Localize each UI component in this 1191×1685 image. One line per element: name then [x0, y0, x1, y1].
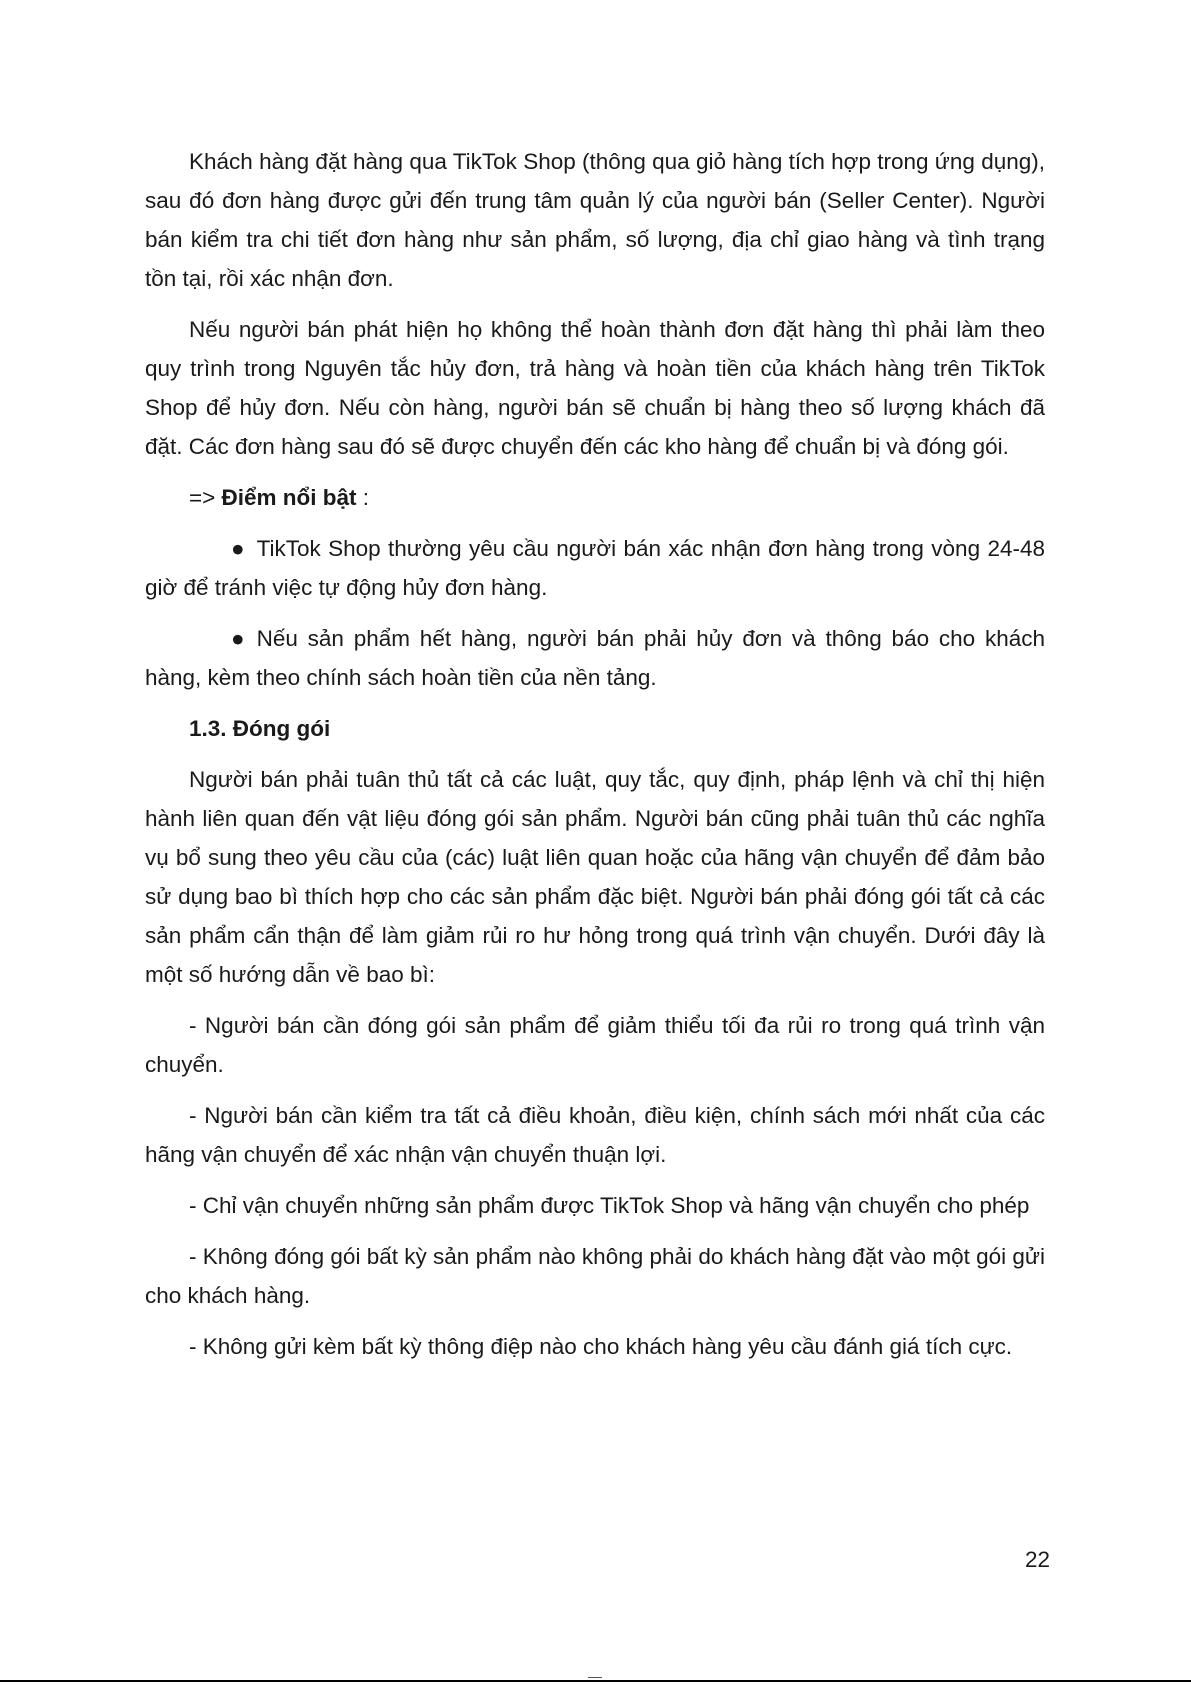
guideline-item: - Người bán cần kiểm tra tất cả điều khoản, điều kiện, chính sách mới nhất của các hãng vận chuyển để xác nhận vận chuyển thuận lợi.: [145, 1103, 1045, 1167]
guideline-item: - Không đóng gói bất kỳ sản phẩm nào không phải do khách hàng đặt vào một gói gửi cho khách hàng.: [145, 1244, 1045, 1308]
highlight-suffix: :: [356, 485, 370, 510]
paragraph-order-placement: Khách hàng đặt hàng qua TikTok Shop (thông qua giỏ hàng tích hợp trong ứng dụng), sau đó đơn hàng được gửi đến trung tâm quản lý của người bán (Seller Center). Người bán kiểm tra chi tiết đơn hàng như sản phẩm, số lượng, địa chỉ giao hàng và tình trạng tồn tại, rồi xác nhận đơn.: [145, 149, 1045, 291]
bullet-text: TikTok Shop thường yêu cầu người bán xác nhận đơn hàng trong vòng 24-48 giờ để tránh việc tự động hủy đơn hàng.: [145, 536, 1045, 600]
bullet-text: Nếu sản phẩm hết hàng, người bán phải hủy đơn và thông báo cho khách hàng, kèm theo chính sách hoàn tiền của nền tảng.: [145, 626, 1045, 690]
highlight-prefix: =>: [189, 485, 222, 510]
bullet-item: [145, 529, 1045, 607]
paragraph-packaging-rules: Người bán phải tuân thủ tất cả các luật, quy tắc, quy định, pháp lệnh và chỉ thị hiện hành liên quan đến vật liệu đóng gói sản phẩm. Người bán cũng phải tuân thủ các nghĩa vụ bổ sung theo yêu cầu của (các) luật liên quan hoặc của hãng vận chuyển để đảm bảo sử dụng bao bì thích hợp cho các sản phẩm đặc biệt. Người bán phải đóng gói tất cả các sản phẩm cẩn thận để làm giảm rủi ro hư hỏng trong quá trình vận chuyển. Dưới đây là một số hướng dẫn về bao bì:: [145, 767, 1045, 987]
highlight-line: [145, 478, 1045, 517]
bullet-dot-icon: ●: [231, 536, 245, 561]
highlight-label: Điểm nổi bật: [221, 485, 357, 510]
guideline-item: - Người bán cần đóng gói sản phẩm để giảm thiểu tối đa rủi ro trong quá trình vận chuyển.: [145, 1013, 1045, 1077]
section-heading: [145, 709, 1045, 748]
page-content: [145, 142, 1045, 1378]
page-number: 22: [1024, 1547, 1050, 1572]
section-heading-text: 1.3. Đóng gói: [189, 716, 331, 741]
bullet-item: [145, 619, 1045, 697]
guideline-item: - Chỉ vận chuyển những sản phẩm được TikTok Shop và hãng vận chuyển cho phép: [189, 1193, 1030, 1218]
bullet-dot-icon: ●: [231, 626, 245, 651]
footer-divider-accent: [588, 1677, 602, 1683]
guideline-item: - Không gửi kèm bất kỳ thông điệp nào cho khách hàng yêu cầu đánh giá tích cực.: [189, 1334, 1013, 1359]
paragraph-order-cancellation: Nếu người bán phát hiện họ không thể hoàn thành đơn đặt hàng thì phải làm theo quy trình trong Nguyên tắc hủy đơn, trả hàng và hoàn tiền của khách hàng trên TikTok Shop để hủy đơn. Nếu còn hàng, người bán sẽ chuẩn bị hàng theo số lượng khách đã đặt. Các đơn hàng sau đó sẽ được chuyển đến các kho hàng để chuẩn bị và đóng gói.: [145, 317, 1045, 459]
